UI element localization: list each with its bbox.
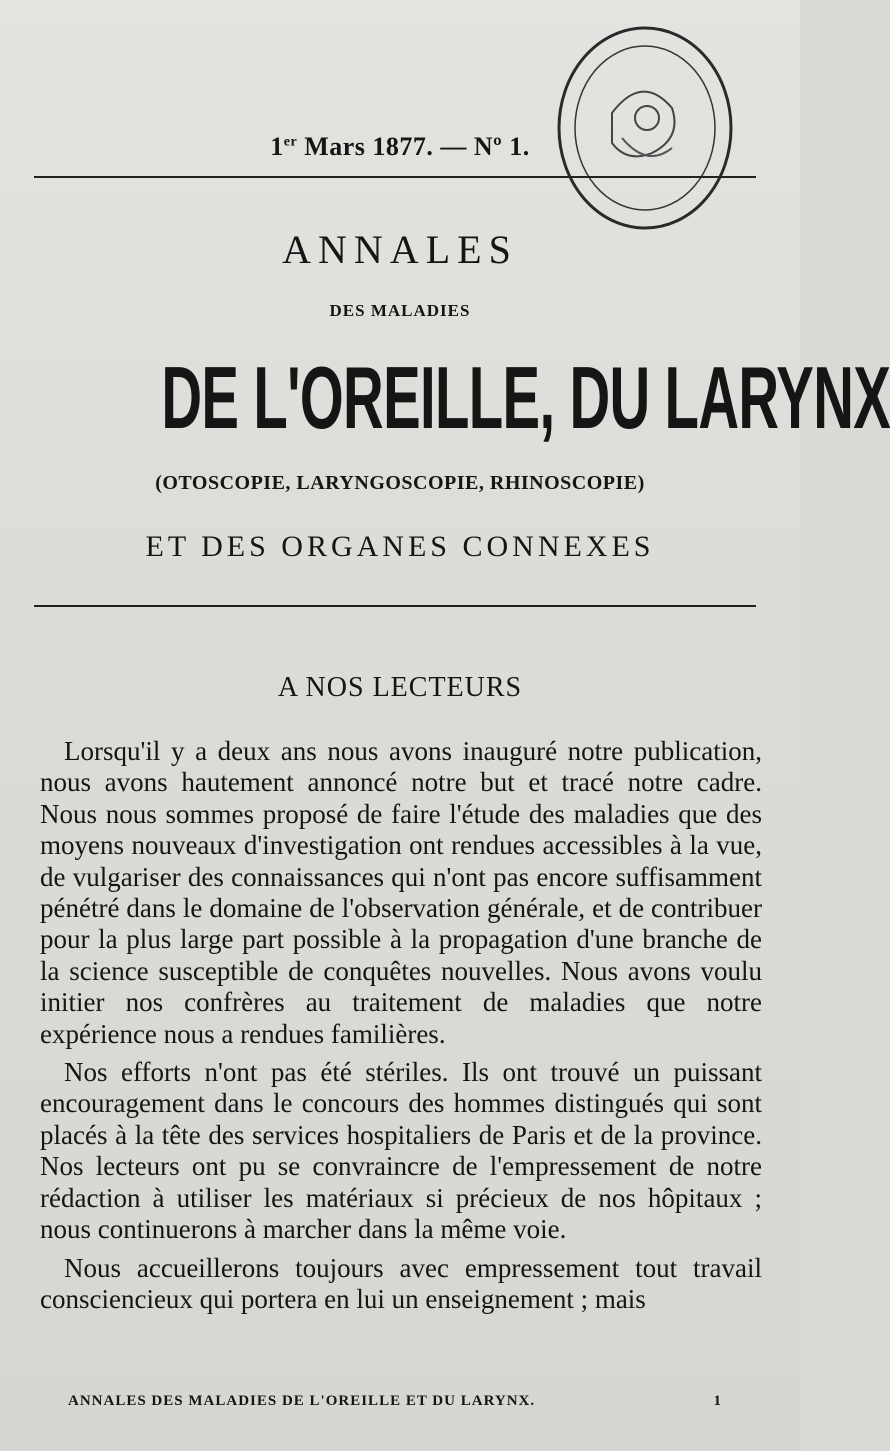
top-rule bbox=[34, 176, 756, 178]
date-ordinal: er bbox=[283, 134, 298, 150]
title-des-maladies: DES MALADIES bbox=[329, 301, 471, 320]
article-paragraph: Lorsqu'il y a deux ans nous avons inauguré notre publication, nous avons hautement annoncé notre but et tracé notre cadre. Nous nous sommes proposé de faire l'étude des maladies que des moyens nouveaux d'investigation ont rendues accessibles à la vue, de vulgariser des connaissances qui n'ont pas encore suffisamment pénétré dans le domaine de l'observation générale, et de contribuer pour la plus large part possible à la propagation d'une branche de la science susceptible de conquêtes nouvelles. Nous avons voulu initier nos confrères au traitement de maladies que notre expérience nous a rendues familières. bbox=[40, 736, 762, 1049]
article-heading: A NOS LECTEURS bbox=[277, 672, 523, 703]
article-body bbox=[40, 736, 762, 1322]
running-title: ANNALES DES MALADIES DE L'OREILLE ET DU LARYNX. bbox=[68, 1393, 536, 1409]
article-paragraph: Nos efforts n'ont pas été stériles. Ils ont trouvé un puissant encouragement dans le concours des hommes distingués qui sont placés à la tête des services hospitaliers de Paris et de la province. Nos lecteurs ont pu se convraincre de l'empressement de notre rédaction à utiliser les matériaux si précieux de nos hôpitaux ; nous continuerons à marcher dans la même voie. bbox=[40, 1057, 762, 1245]
page-title: DE L'OREILLE, DU LARYNX bbox=[161, 348, 890, 447]
title-subtitle: (OTOSCOPIE, LARYNGOSCOPIE, RHINOSCOPIE) bbox=[155, 472, 645, 494]
article-paragraph: Nous accueillerons toujours avec empressement tout travail consciencieux qui portera en lui un enseignement ; mais bbox=[40, 1252, 762, 1314]
date-day: 1 bbox=[270, 132, 284, 161]
page-number: 1 bbox=[713, 1393, 722, 1409]
library-stamp bbox=[552, 18, 738, 238]
issue-dateline bbox=[0, 132, 800, 162]
page-footer bbox=[68, 1393, 722, 1410]
title-annales: ANNALES bbox=[282, 227, 518, 272]
title-organes: ET DES ORGANES CONNEXES bbox=[145, 530, 655, 563]
date-issue-number: Mars 1877. — Nº 1. bbox=[297, 132, 530, 161]
title-rule bbox=[34, 605, 756, 607]
